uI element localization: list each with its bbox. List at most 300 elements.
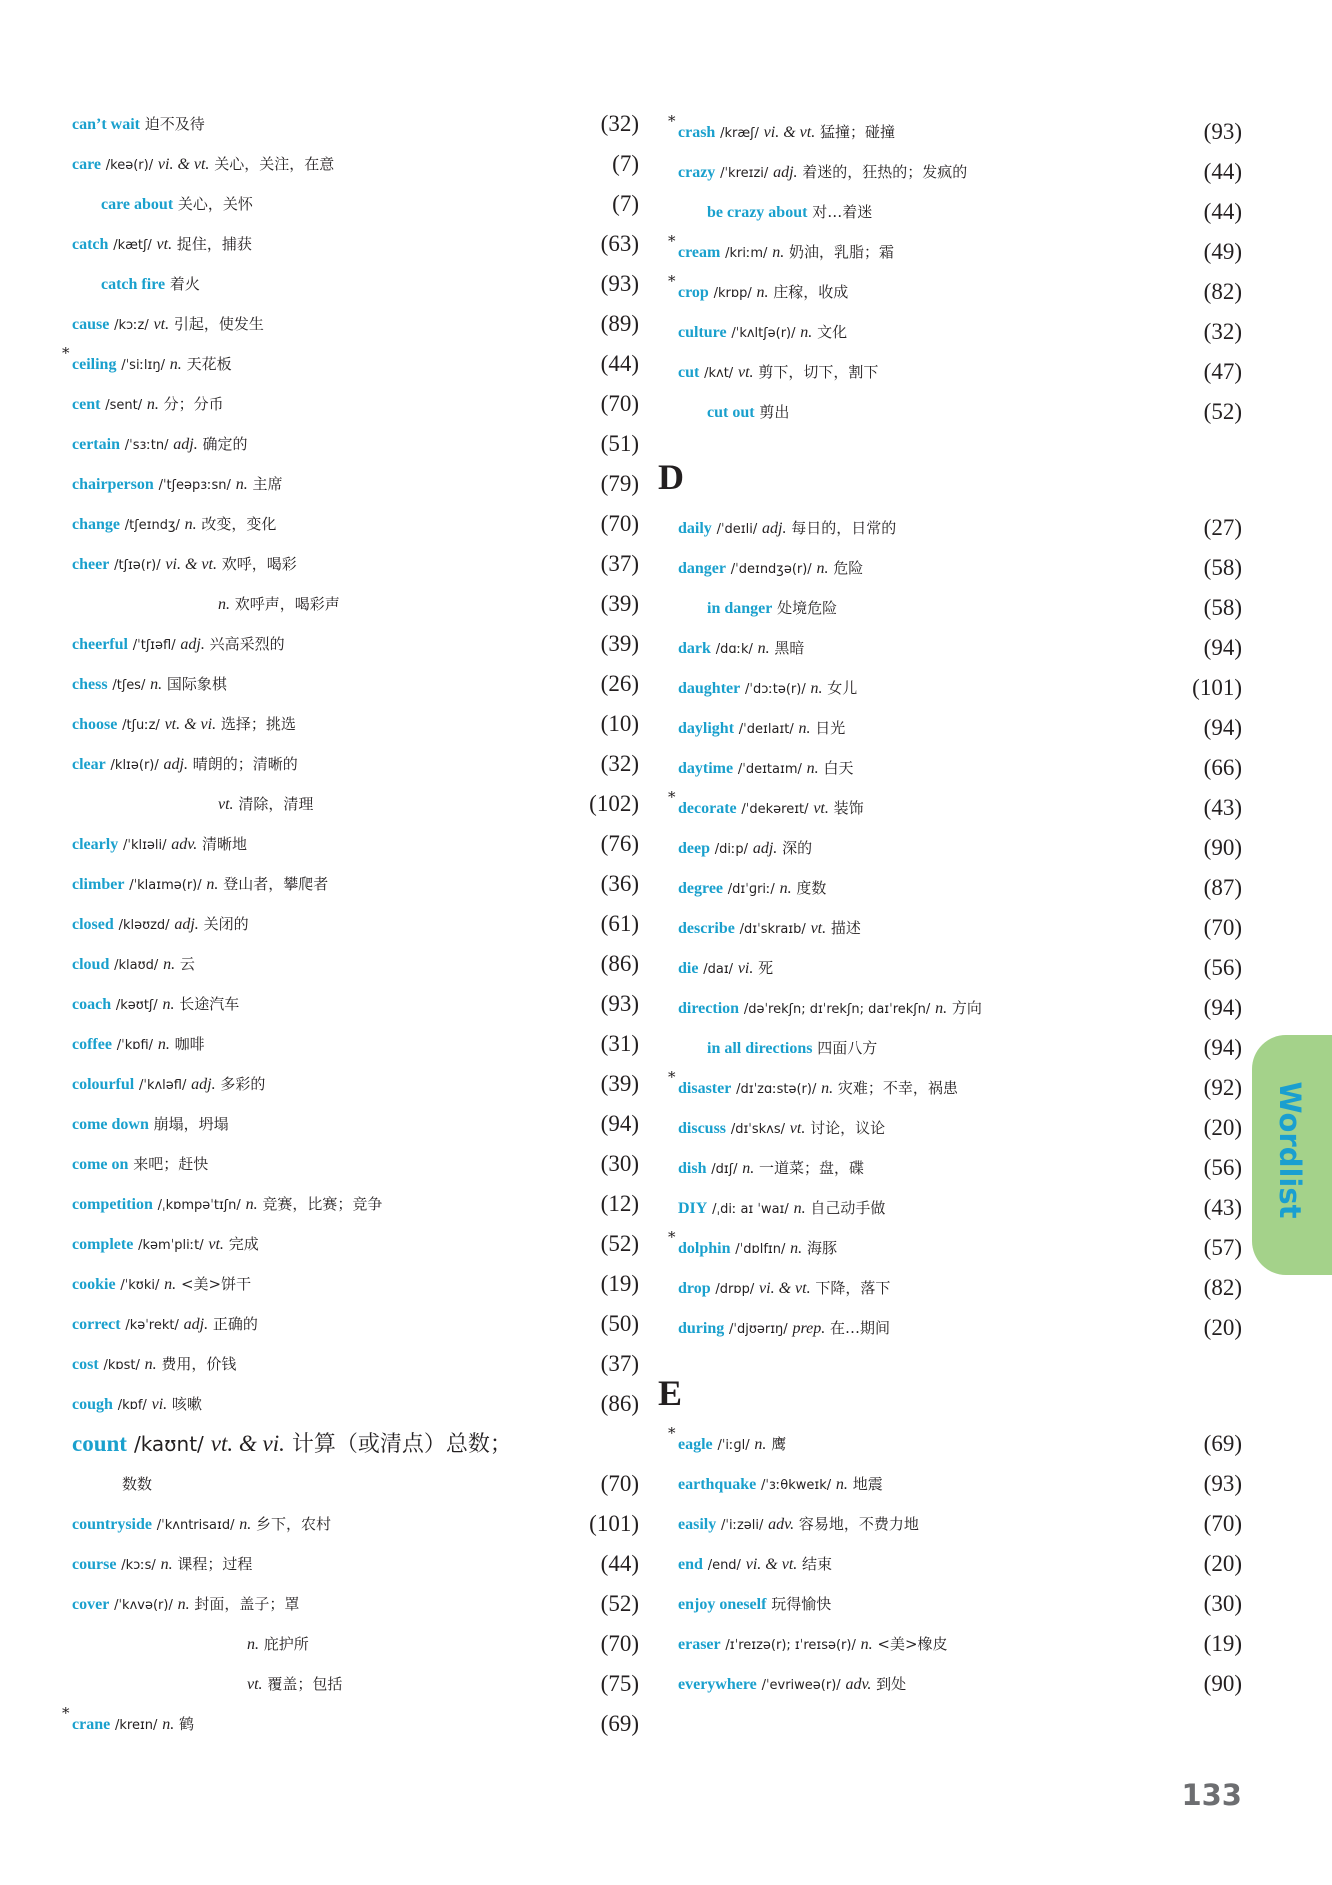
- part-of-speech: n.: [247, 1636, 259, 1653]
- page-reference: (51): [600, 431, 639, 456]
- page-reference: (30): [1203, 1591, 1242, 1616]
- wordlist-entry: [72, 1144, 639, 1184]
- phonetic: /kɔːz/: [114, 318, 149, 333]
- definition: 云: [179, 955, 195, 973]
- headword: cookie: [72, 1276, 116, 1293]
- part-of-speech: vt. & vi.: [164, 716, 217, 733]
- wordlist-entry-continuation: [72, 584, 639, 624]
- page-reference: (63): [600, 231, 639, 256]
- page-reference: (76): [600, 831, 639, 856]
- wordlist-entry: [72, 864, 639, 904]
- definition: 覆盖；包括: [267, 1675, 343, 1693]
- wordlist-entry: [678, 828, 1242, 868]
- definition: 兴高采烈的: [209, 635, 285, 653]
- part-of-speech: vt.: [813, 800, 829, 817]
- phonetic: /kəˈrekt/: [125, 1318, 179, 1333]
- wordlist-entry: [678, 668, 1242, 708]
- phonetic: /ˈiːɡl/: [717, 1438, 750, 1453]
- part-of-speech: n.: [806, 760, 819, 777]
- page-reference: (94): [1203, 715, 1242, 740]
- definition: 完成: [228, 1235, 259, 1253]
- page-reference: (37): [600, 1351, 639, 1376]
- phonetic: /ˈkɒfi/: [116, 1038, 154, 1053]
- headword: crane: [72, 1716, 111, 1733]
- headword: dark: [678, 640, 711, 657]
- page-reference: (70): [1203, 1511, 1242, 1536]
- headword: care about: [101, 196, 174, 213]
- phonetic: /ˈdeɪli/: [716, 522, 758, 537]
- definition: 欢呼，喝彩: [221, 555, 297, 573]
- definition: 数数: [122, 1475, 153, 1493]
- wordlist-entry: [678, 1584, 1242, 1624]
- page-reference: (70): [600, 391, 639, 416]
- page-reference: (66): [1203, 755, 1242, 780]
- wordlist-entry: [72, 1264, 639, 1304]
- wordlist-entry: [72, 1344, 639, 1384]
- part-of-speech: n.: [206, 876, 219, 893]
- wordlist-entry: [678, 392, 1242, 432]
- page-reference: (50): [600, 1311, 639, 1336]
- wordlist-entry: [678, 748, 1242, 788]
- part-of-speech: vi.: [151, 1396, 168, 1413]
- definition: 日光: [815, 719, 846, 737]
- definition: 文化: [817, 323, 848, 341]
- page-reference: (69): [1203, 1431, 1242, 1456]
- part-of-speech: n.: [935, 1000, 948, 1017]
- phonetic: /ˈsiːlɪŋ/: [121, 358, 165, 373]
- phonetic: /ˈdɒlfɪn/: [735, 1242, 786, 1257]
- definition: 封面，盖子；罩: [194, 1595, 300, 1613]
- headword: climber: [72, 876, 125, 893]
- part-of-speech: n.: [157, 1036, 170, 1053]
- page-reference: (10): [600, 711, 639, 736]
- part-of-speech: vt.: [153, 316, 170, 333]
- definition: 费用，价钱: [161, 1355, 237, 1373]
- phonetic: /ˈtʃɪəfl/: [132, 638, 176, 653]
- headword: clear: [72, 756, 106, 773]
- page-reference: (44): [1203, 199, 1242, 224]
- phonetic: /kɒst/: [103, 1358, 140, 1373]
- definition: 长途汽车: [179, 995, 240, 1013]
- headword: choose: [72, 716, 118, 733]
- part-of-speech: vi. & vt.: [745, 1556, 798, 1573]
- wordlist-entry: [668, 112, 1242, 152]
- new-word-asterisk: *: [668, 1228, 676, 1246]
- wordlist-entry: [678, 1504, 1242, 1544]
- part-of-speech: n.: [146, 396, 159, 413]
- definition: 结束: [802, 1555, 833, 1573]
- definition: 迫不及待: [144, 115, 205, 133]
- headword: disaster: [678, 1080, 732, 1097]
- section-tab-label: Wordlist: [1273, 1081, 1307, 1219]
- headword: colourful: [72, 1076, 135, 1093]
- definition: 死: [758, 959, 774, 977]
- definition: 深的: [782, 839, 813, 857]
- wordlist-entry-continuation: [72, 1464, 639, 1504]
- page-reference: (44): [1203, 159, 1242, 184]
- headword: describe: [678, 920, 735, 937]
- definition: 崩塌，坍塌: [153, 1115, 229, 1133]
- wordlist-entry: [678, 948, 1242, 988]
- phonetic: /tʃɪə(r)/: [114, 558, 161, 573]
- wordlist-entry: [72, 1504, 639, 1544]
- part-of-speech: n.: [162, 996, 175, 1013]
- page-reference: (90): [1203, 835, 1242, 860]
- phonetic: /daɪ/: [703, 962, 734, 977]
- page-reference: (75): [600, 1671, 639, 1696]
- phonetic: /ˈdeɪndʒə(r)/: [730, 562, 812, 577]
- headword: cream: [678, 244, 721, 261]
- page-reference: (52): [600, 1231, 639, 1256]
- wordlist-entry: [678, 192, 1242, 232]
- wordlist-entry: [72, 824, 639, 864]
- wordlist-entry: [72, 984, 639, 1024]
- phonetic: /ˈiːzəli/: [721, 1518, 764, 1533]
- definition: 鹤: [178, 1715, 194, 1733]
- wordlist-entry: [678, 1268, 1242, 1308]
- phonetic: /end/: [707, 1558, 741, 1573]
- wordlist-entry: [62, 1704, 639, 1744]
- page-reference: (52): [1203, 399, 1242, 424]
- headword: come down: [72, 1116, 149, 1133]
- page-reference: (69): [600, 1711, 639, 1736]
- definition: 庇护所: [263, 1635, 309, 1653]
- wordlist-entry: [678, 868, 1242, 908]
- headword: correct: [72, 1316, 121, 1333]
- part-of-speech: n.: [169, 356, 182, 373]
- headword: deep: [678, 840, 710, 857]
- part-of-speech: n.: [798, 720, 811, 737]
- page-reference: (101): [1192, 675, 1242, 700]
- definition: 清除，清理: [238, 795, 314, 813]
- headword: care: [72, 156, 102, 173]
- phonetic: /ˈkʌntrisaɪd/: [156, 1518, 235, 1533]
- part-of-speech: n.: [239, 1516, 252, 1533]
- wordlist-entry: [668, 788, 1242, 828]
- definition: 咳嗽: [171, 1395, 202, 1413]
- part-of-speech: n.: [162, 1716, 175, 1733]
- definition: 讨论，议论: [810, 1119, 886, 1137]
- page-reference: (70): [1203, 915, 1242, 940]
- part-of-speech: adj.: [773, 164, 798, 181]
- phonetic: /ˈklɪəli/: [122, 838, 167, 853]
- page-reference: (26): [600, 671, 639, 696]
- page-reference: (36): [600, 871, 639, 896]
- definition: 下降，落下: [815, 1279, 891, 1297]
- page-reference: (32): [600, 751, 639, 776]
- wordlist-entry-continuation: [72, 1624, 639, 1664]
- page-reference: (31): [600, 1031, 639, 1056]
- wordlist-entry: [678, 1188, 1242, 1228]
- phonetic: /kætʃ/: [113, 238, 152, 253]
- section-gap: [678, 432, 1242, 446]
- headword: daylight: [678, 720, 735, 737]
- headword: complete: [72, 1236, 134, 1253]
- wordlist-entry: [72, 1424, 639, 1464]
- part-of-speech: n.: [790, 1240, 803, 1257]
- wordlist-entry: [72, 1024, 639, 1064]
- part-of-speech: vi. & vt.: [165, 556, 217, 573]
- page-reference: (90): [1203, 1671, 1242, 1696]
- headword: cough: [72, 1396, 113, 1413]
- phonetic: /kɔːs/: [121, 1558, 156, 1573]
- phonetic: /krɒp/: [713, 286, 752, 301]
- headword: DIY: [678, 1200, 708, 1217]
- headword: clearly: [72, 836, 119, 853]
- wordlist-entry: [678, 1624, 1242, 1664]
- headword: cut out: [707, 404, 755, 421]
- definition: 描述: [830, 919, 861, 937]
- wordlist-entry: [678, 588, 1242, 628]
- headword: dish: [678, 1160, 707, 1177]
- headword: direction: [678, 1000, 740, 1017]
- page-reference: (39): [600, 1071, 639, 1096]
- headword: cut: [678, 364, 700, 381]
- phonetic: /kləʊzd/: [118, 918, 170, 933]
- wordlist-entry: [72, 624, 639, 664]
- wordlist-entry: [678, 988, 1242, 1028]
- part-of-speech: n.: [177, 1596, 190, 1613]
- headword: cheer: [72, 556, 110, 573]
- phonetic: /ˈkʊki/: [120, 1278, 160, 1293]
- wordlist-entry: [678, 312, 1242, 352]
- definition: 危险: [833, 559, 864, 577]
- phonetic: /drɒp/: [715, 1282, 755, 1297]
- phonetic: /kræʃ/: [720, 126, 759, 141]
- headword: can’t wait: [72, 116, 140, 133]
- phonetic: /kreɪn/: [114, 1718, 158, 1733]
- page-reference: (56): [1203, 1155, 1242, 1180]
- wordlist-entry: [668, 1424, 1242, 1464]
- page-reference: (20): [1203, 1315, 1242, 1340]
- phonetic: /ˌdiː aɪ ˈwaɪ/: [712, 1202, 789, 1217]
- part-of-speech: n.: [245, 1196, 258, 1213]
- page-reference: (49): [1203, 239, 1242, 264]
- definition: 在…期间: [829, 1319, 890, 1337]
- part-of-speech: n.: [754, 1436, 767, 1453]
- wordlist-entry: [72, 1224, 639, 1264]
- phonetic: /ˈkʌltʃə(r)/: [731, 326, 796, 341]
- headword: earthquake: [678, 1476, 757, 1493]
- definition: 课程；过程: [177, 1555, 253, 1573]
- phonetic: /keə(r)/: [105, 158, 154, 173]
- phonetic: /tʃeɪndʒ/: [124, 518, 180, 533]
- part-of-speech: vt. & vi.: [210, 1431, 285, 1456]
- new-word-asterisk: *: [668, 1424, 676, 1442]
- definition: 清晰地: [202, 835, 248, 853]
- definition: 装饰: [833, 799, 864, 817]
- page-reference: (57): [1203, 1235, 1242, 1260]
- page-reference: (93): [1203, 1471, 1242, 1496]
- headword: end: [678, 1556, 703, 1573]
- phonetic: /kəmˈpliːt/: [138, 1238, 204, 1253]
- page-reference: (58): [1203, 595, 1242, 620]
- definition: 登山者，攀爬者: [223, 875, 329, 893]
- part-of-speech: n.: [816, 560, 829, 577]
- wordlist-entry: [72, 104, 639, 144]
- part-of-speech: n.: [184, 516, 197, 533]
- headword: eraser: [678, 1636, 721, 1653]
- page-reference: (93): [1203, 119, 1242, 144]
- definition: 确定的: [202, 435, 248, 453]
- page-reference: (27): [1203, 515, 1242, 540]
- definition: 四面八方: [817, 1039, 878, 1057]
- wordlist-entry: [678, 1148, 1242, 1188]
- section-letter: E: [658, 1373, 683, 1413]
- wordlist-entry: [72, 1584, 639, 1624]
- phonetic: /tʃes/: [112, 678, 146, 693]
- wordlist-entry: [678, 1308, 1242, 1348]
- wordlist-entry: [72, 144, 639, 184]
- part-of-speech: n.: [160, 1556, 173, 1573]
- page-reference: (79): [600, 471, 639, 496]
- definition: 白天: [823, 759, 854, 777]
- definition: 处境危险: [777, 599, 838, 617]
- part-of-speech: adj.: [174, 916, 199, 933]
- headword: change: [72, 516, 120, 533]
- phonetic: /klɪə(r)/: [110, 758, 159, 773]
- headword: dolphin: [678, 1240, 731, 1257]
- definition: 对…着迷: [812, 203, 873, 221]
- new-word-asterisk: *: [668, 1068, 676, 1086]
- page-reference: (7): [612, 151, 639, 176]
- part-of-speech: n.: [150, 676, 163, 693]
- definition: 来吧；赶快: [133, 1155, 209, 1173]
- definition: 剪下，切下，割下: [758, 363, 879, 381]
- part-of-speech: n.: [779, 880, 792, 897]
- definition: 奶油，乳脂；霜: [788, 243, 894, 261]
- wordlist-entry: [678, 1544, 1242, 1584]
- headword: danger: [678, 560, 726, 577]
- page-reference: (86): [600, 951, 639, 976]
- page-reference: (92): [1203, 1075, 1242, 1100]
- headword: cloud: [72, 956, 110, 973]
- part-of-speech: n.: [793, 1200, 806, 1217]
- part-of-speech: vt.: [737, 364, 754, 381]
- phonetic: /diːp/: [714, 842, 749, 857]
- wordlist-entry: [72, 1304, 639, 1344]
- phonetic: /ˈklaɪmə(r)/: [129, 878, 202, 893]
- headword: decorate: [678, 800, 737, 817]
- phonetic: /ˈdɔːtə(r)/: [745, 682, 806, 697]
- definition: 每日的，日常的: [791, 519, 897, 537]
- part-of-speech: adj.: [180, 636, 205, 653]
- page-reference: (93): [600, 271, 639, 296]
- definition: <美>饼干: [180, 1275, 252, 1293]
- definition: 欢呼声，喝彩声: [234, 595, 340, 613]
- headword: countryside: [72, 1516, 152, 1533]
- definition: 引起，使发生: [173, 315, 264, 333]
- headword: crash: [678, 124, 716, 141]
- wordlist-entry: [72, 1184, 639, 1224]
- page-reference: (39): [600, 591, 639, 616]
- new-word-asterisk: *: [62, 344, 70, 362]
- page-reference: (20): [1203, 1551, 1242, 1576]
- wordlist-entry: [72, 264, 639, 304]
- section-letter: D: [658, 457, 684, 497]
- headword: catch fire: [101, 276, 166, 293]
- phonetic: /kaʊnt/: [133, 1432, 204, 1456]
- page-reference: (7): [612, 191, 639, 216]
- definition: 着迷的，狂热的；发疯的: [802, 163, 968, 181]
- wordlist-entry: [678, 1464, 1242, 1504]
- wordlist-column-left: [62, 104, 639, 1744]
- wordlist-entry: [72, 744, 639, 784]
- page-reference: (19): [1203, 1631, 1242, 1656]
- page-reference: (32): [1203, 319, 1242, 344]
- part-of-speech: vt.: [247, 1676, 263, 1693]
- wordlist-entry: [72, 184, 639, 224]
- headword: easily: [678, 1516, 717, 1533]
- part-of-speech: adj.: [183, 1316, 209, 1333]
- wordlist-entry: [72, 384, 639, 424]
- part-of-speech: n.: [164, 1276, 177, 1293]
- part-of-speech: vt.: [156, 236, 173, 253]
- page-reference: (82): [1203, 279, 1242, 304]
- page-reference: (70): [600, 511, 639, 536]
- page-reference: (61): [600, 911, 639, 936]
- wordlist-entry: [678, 628, 1242, 668]
- wordlist-entry-continuation: [72, 1664, 639, 1704]
- part-of-speech: adv.: [768, 1516, 795, 1533]
- page-reference: (43): [1203, 1195, 1242, 1220]
- phonetic: /ˈdeɪlaɪt/: [738, 722, 794, 737]
- wordlist-entry: [668, 232, 1242, 272]
- definition: 咖啡: [174, 1035, 205, 1053]
- part-of-speech: vt.: [208, 1236, 224, 1253]
- headword: closed: [72, 916, 114, 933]
- page-reference: (70): [600, 1471, 639, 1496]
- page-number: 133: [1181, 1778, 1242, 1812]
- definition: 国际象棋: [166, 675, 227, 693]
- phonetic: /dɪʃ/: [711, 1162, 738, 1177]
- new-word-asterisk: *: [668, 112, 676, 130]
- part-of-speech: adj.: [163, 756, 188, 773]
- wordlist-entry: [678, 708, 1242, 748]
- phonetic: /ˈevriweə(r)/: [761, 1678, 841, 1693]
- headword: cent: [72, 396, 101, 413]
- page-reference: (86): [600, 1391, 639, 1416]
- page-reference: (12): [600, 1191, 639, 1216]
- part-of-speech: adj.: [752, 840, 778, 857]
- wordlist-entry: [72, 424, 639, 464]
- wordlist-entry: [668, 272, 1242, 312]
- phonetic: /ˈsɜːtn/: [124, 438, 169, 453]
- headword: competition: [72, 1196, 153, 1213]
- part-of-speech: prep.: [792, 1320, 826, 1337]
- headword: eagle: [678, 1436, 713, 1453]
- new-word-asterisk: *: [668, 232, 676, 250]
- wordlist-entry: [678, 1664, 1242, 1704]
- wordlist-entry: [72, 664, 639, 704]
- page-reference: (56): [1203, 955, 1242, 980]
- definition: 正确的: [212, 1315, 258, 1333]
- phonetic: /ˈkʌləfl/: [139, 1078, 187, 1093]
- page-reference: (94): [1203, 635, 1242, 660]
- definition: 地震: [852, 1475, 883, 1493]
- phonetic: /sent/: [105, 398, 143, 413]
- part-of-speech: n.: [742, 1160, 755, 1177]
- wordlist-entry: [72, 1104, 639, 1144]
- headword: daytime: [678, 760, 734, 777]
- headword: come on: [72, 1156, 129, 1173]
- definition: 方向: [951, 999, 982, 1017]
- part-of-speech: n.: [821, 1080, 834, 1097]
- headword: ceiling: [72, 356, 117, 373]
- headword: daughter: [678, 680, 741, 697]
- wordlist-column-right: [658, 112, 1242, 1704]
- headword: cheerful: [72, 636, 128, 653]
